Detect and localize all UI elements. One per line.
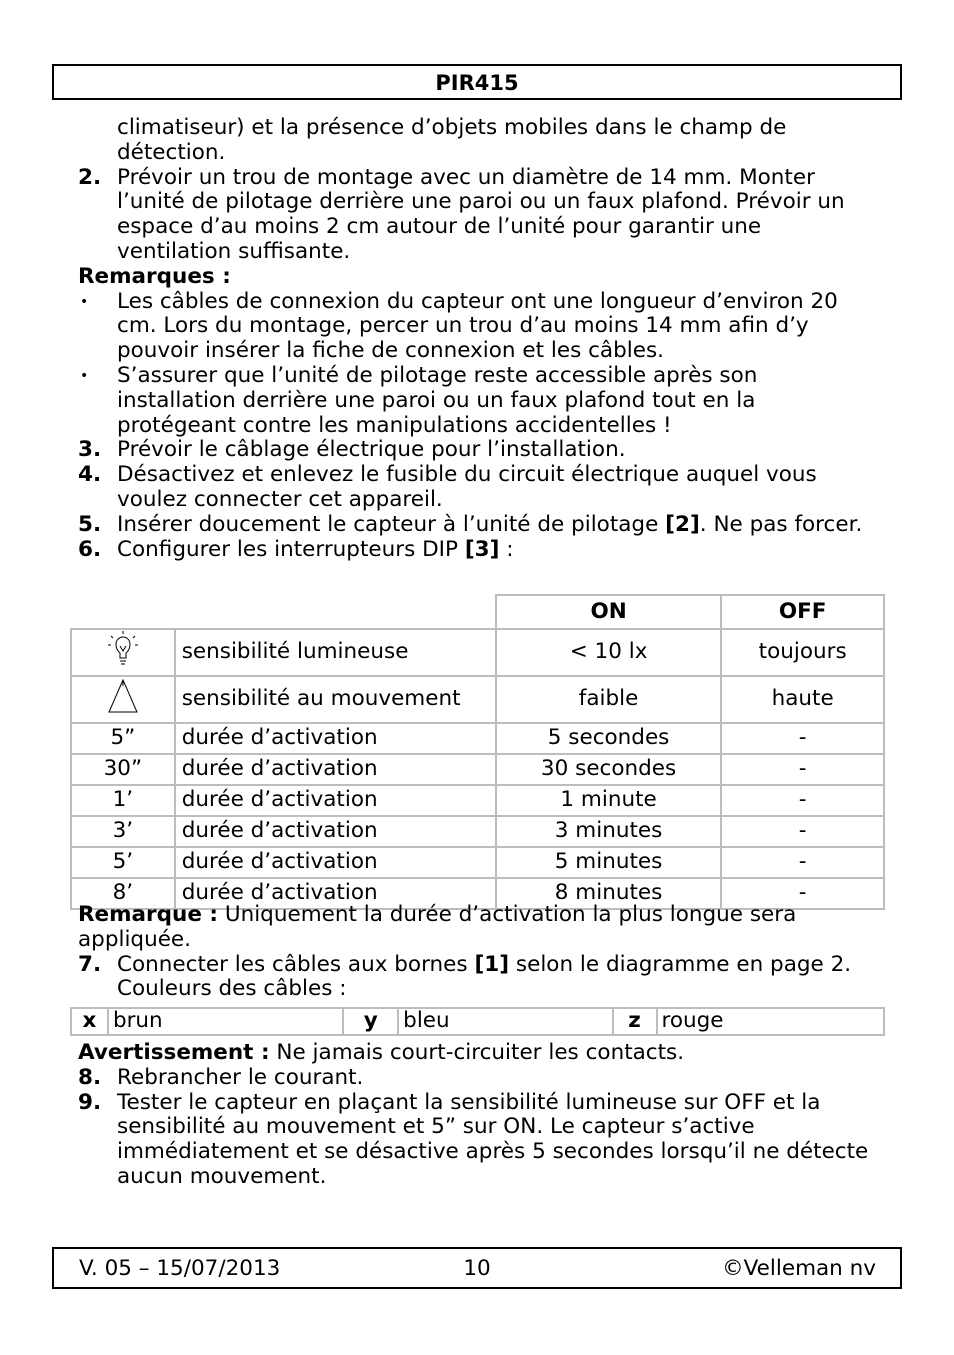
page-footer: [52, 1247, 902, 1289]
row-key: 5’: [71, 847, 175, 878]
row-off: toujours: [721, 629, 884, 676]
step-number: 5.: [78, 511, 102, 537]
version-date: V. 05 – 15/07/2013: [79, 1256, 281, 1281]
bullet-item: [78, 290, 878, 364]
document-title: PIR415: [435, 71, 519, 95]
step-text-post: selon le diagramme en page 2. Couleurs des câbles :: [117, 951, 852, 1002]
step-text: Prévoir le câblage électrique pour l’installation.: [117, 437, 626, 463]
step-text-pre: Insérer doucement le capteur à l’unité de pilotage: [117, 511, 666, 537]
row-label: sensibilité lumineuse: [175, 629, 496, 676]
row-on: < 10 lx: [496, 629, 721, 676]
step-text: Prévoir un trou de montage avec un diamètre de 14 mm. Monter l’unité de pilotage derrière une paroi ou un faux plafond. Prévoir un espace d’au moins 2 cm autour de l’unité pour garantir une ventilation suffisante.: [117, 164, 845, 264]
instructions-upper: [78, 116, 878, 562]
bullet-text: Les câbles de connexion du capteur ont une longueur d’environ 20 cm. Lors du montage, percer un trou d’au moins 14 mm afin d’y pouvoir insérer la fiche de connexion et les câbles.: [117, 288, 838, 364]
motion-sensor-icon: [71, 676, 175, 723]
row-off: -: [721, 785, 884, 816]
step-number: 2.: [78, 164, 102, 190]
step-text-post: . Ne pas forcer.: [699, 511, 863, 537]
step-number: 3.: [78, 437, 102, 463]
row-key: 30”: [71, 754, 175, 785]
light-sensor-icon: [71, 629, 175, 676]
row-off: -: [721, 847, 884, 878]
cable-key: x: [71, 1008, 108, 1035]
dip-switch-table: [70, 594, 885, 910]
row-label: durée d’activation: [175, 878, 496, 909]
table-row: [71, 676, 884, 723]
row-on: 5 secondes: [496, 723, 721, 754]
remarks-heading: Remarques :: [78, 263, 231, 289]
row-label: durée d’activation: [175, 847, 496, 878]
warning-text: Ne jamais court-circuiter les contacts.: [269, 1040, 685, 1065]
table-row: [71, 629, 884, 676]
row-key: 5”: [71, 723, 175, 754]
step-number: 4.: [78, 462, 102, 488]
header-blank: [71, 595, 496, 629]
row-off: -: [721, 723, 884, 754]
header-off: OFF: [721, 595, 884, 629]
step-7: [78, 953, 878, 1003]
row-key: 1’: [71, 785, 175, 816]
step-3: [78, 438, 878, 463]
table-row: [71, 754, 884, 785]
table-row: [71, 785, 884, 816]
row-label: durée d’activation: [175, 754, 496, 785]
step-text-post: :: [499, 536, 514, 562]
remark-text: Uniquement la durée d’activation la plus longue sera appliquée.: [78, 902, 797, 952]
step-text: Rebrancher le courant.: [117, 1064, 364, 1090]
row-on: faible: [496, 676, 721, 723]
step-9: [78, 1091, 878, 1190]
step-text-pre: Connecter les câbles aux bornes: [117, 951, 475, 977]
row-on: 3 minutes: [496, 816, 721, 847]
ref-label: [1]: [474, 951, 510, 977]
step-text-pre: Configurer les interrupteurs DIP: [117, 536, 465, 562]
step-text: Tester le capteur en plaçant la sensibilité lumineuse sur OFF et la sensibilité au mouvement et 5” sur ON. Le capteur s’active immédiatement et se désactive après 5 secondes lorsqu’il ne détecte aucun mouvement.: [117, 1089, 869, 1189]
row-off: haute: [721, 676, 884, 723]
cable-key: z: [613, 1008, 657, 1035]
row-label: durée d’activation: [175, 785, 496, 816]
row-off: -: [721, 878, 884, 909]
row-key: 3’: [71, 816, 175, 847]
row-on: 1 minute: [496, 785, 721, 816]
cable-color: bleu: [398, 1008, 612, 1035]
table-header-row: [71, 595, 884, 629]
row-off: -: [721, 754, 884, 785]
cable-color-table: [70, 1007, 885, 1036]
page-number: 10: [463, 1256, 491, 1281]
warning-label: Avertissement :: [78, 1040, 270, 1065]
step-2: [78, 166, 878, 265]
ref-label: [3]: [464, 536, 500, 562]
step-number: 8.: [78, 1064, 102, 1090]
bullet-item: [78, 364, 878, 438]
instructions-middle: [78, 903, 878, 1002]
row-label: durée d’activation: [175, 723, 496, 754]
table-row: [71, 847, 884, 878]
ref-label: [2]: [665, 511, 700, 537]
remark-label: Remarque :: [78, 902, 219, 927]
step-number: 6.: [78, 536, 102, 562]
step-number: 9.: [78, 1089, 102, 1115]
page-header: [52, 64, 902, 100]
remark-note: [78, 903, 878, 953]
cable-key: y: [343, 1008, 398, 1035]
bullet-text: S’assurer que l’unité de pilotage reste accessible après son installation derrière une paroi ou un faux plafond tout en la protégeant contre les manipulations accidentelles !: [117, 362, 758, 438]
step-number: 7.: [78, 951, 102, 977]
instructions-lower: [78, 1041, 878, 1190]
step-6: [78, 538, 878, 563]
bullet-icon: •: [80, 293, 89, 310]
row-key: 8’: [71, 878, 175, 909]
bullet-icon: •: [80, 367, 89, 384]
copyright: ©Velleman nv: [722, 1256, 876, 1281]
row-label: durée d’activation: [175, 816, 496, 847]
step-4: [78, 463, 878, 513]
step-5: [78, 513, 878, 538]
row-label: sensibilité au mouvement: [175, 676, 496, 723]
table-row: [71, 723, 884, 754]
continued-text: climatiseur) et la présence d’objets mobiles dans le champ de détection.: [117, 115, 787, 165]
step-8: [78, 1066, 878, 1091]
row-on: 5 minutes: [496, 847, 721, 878]
cable-color: brun: [108, 1008, 343, 1035]
row-on: 30 secondes: [496, 754, 721, 785]
header-on: ON: [496, 595, 721, 629]
row-off: -: [721, 816, 884, 847]
cable-color: rouge: [657, 1008, 884, 1035]
step-text: Désactivez et enlevez le fusible du circuit électrique auquel vous voulez connecter cet appareil.: [117, 462, 817, 512]
row-on: 8 minutes: [496, 878, 721, 909]
table-row: [71, 1008, 884, 1035]
warning-note: [78, 1041, 878, 1066]
table-row: [71, 816, 884, 847]
